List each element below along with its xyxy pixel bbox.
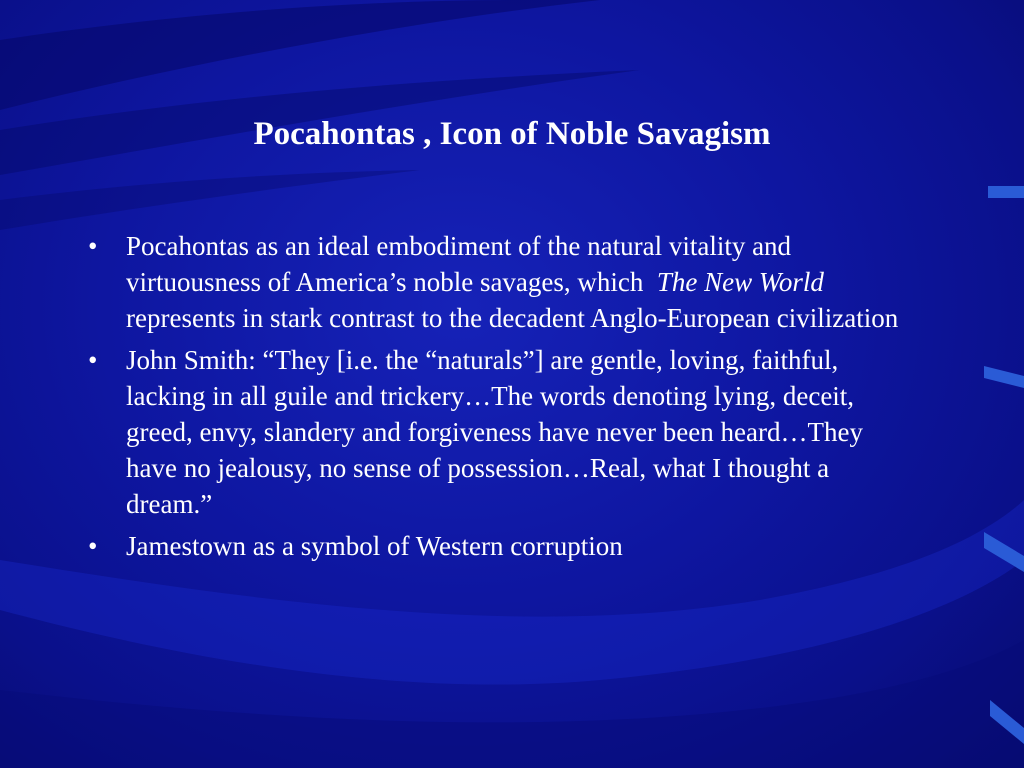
edge-accent-mark: [984, 366, 1024, 388]
bullet-text: Pocahontas as an ideal embodiment of the natural vitality and virtuousness of America’s noble savages, which: [126, 231, 792, 297]
slide-title: Pocahontas , Icon of Noble Savagism: [253, 116, 771, 152]
bullet-glyph: •: [88, 231, 98, 261]
swoosh-band: [0, 170, 420, 230]
bullet-item: [84, 528, 914, 564]
bullet-glyph: •: [88, 531, 98, 561]
bullet-list: [84, 228, 914, 570]
bullet-text: John Smith: “They [i.e. the “naturals”] are gentle, loving, faithful, lacking in all guile and trickery…The words denoting lying, deceit, greed, envy, slandery and forgiveness have never been heard…They have no jealousy, no sense of possession…Real, what I thought a dream.”: [126, 345, 863, 519]
bullet-italic-title: The New World: [656, 267, 824, 297]
edge-accent-mark: [988, 186, 1024, 198]
bullet-text: Jamestown as a symbol of Western corruption: [126, 531, 623, 561]
bullet-text: represents in stark contrast to the decadent Anglo-European civilization: [126, 303, 899, 333]
bullet-glyph: •: [88, 345, 98, 375]
bullet-item: [84, 228, 914, 336]
bullet-item: [84, 342, 914, 522]
